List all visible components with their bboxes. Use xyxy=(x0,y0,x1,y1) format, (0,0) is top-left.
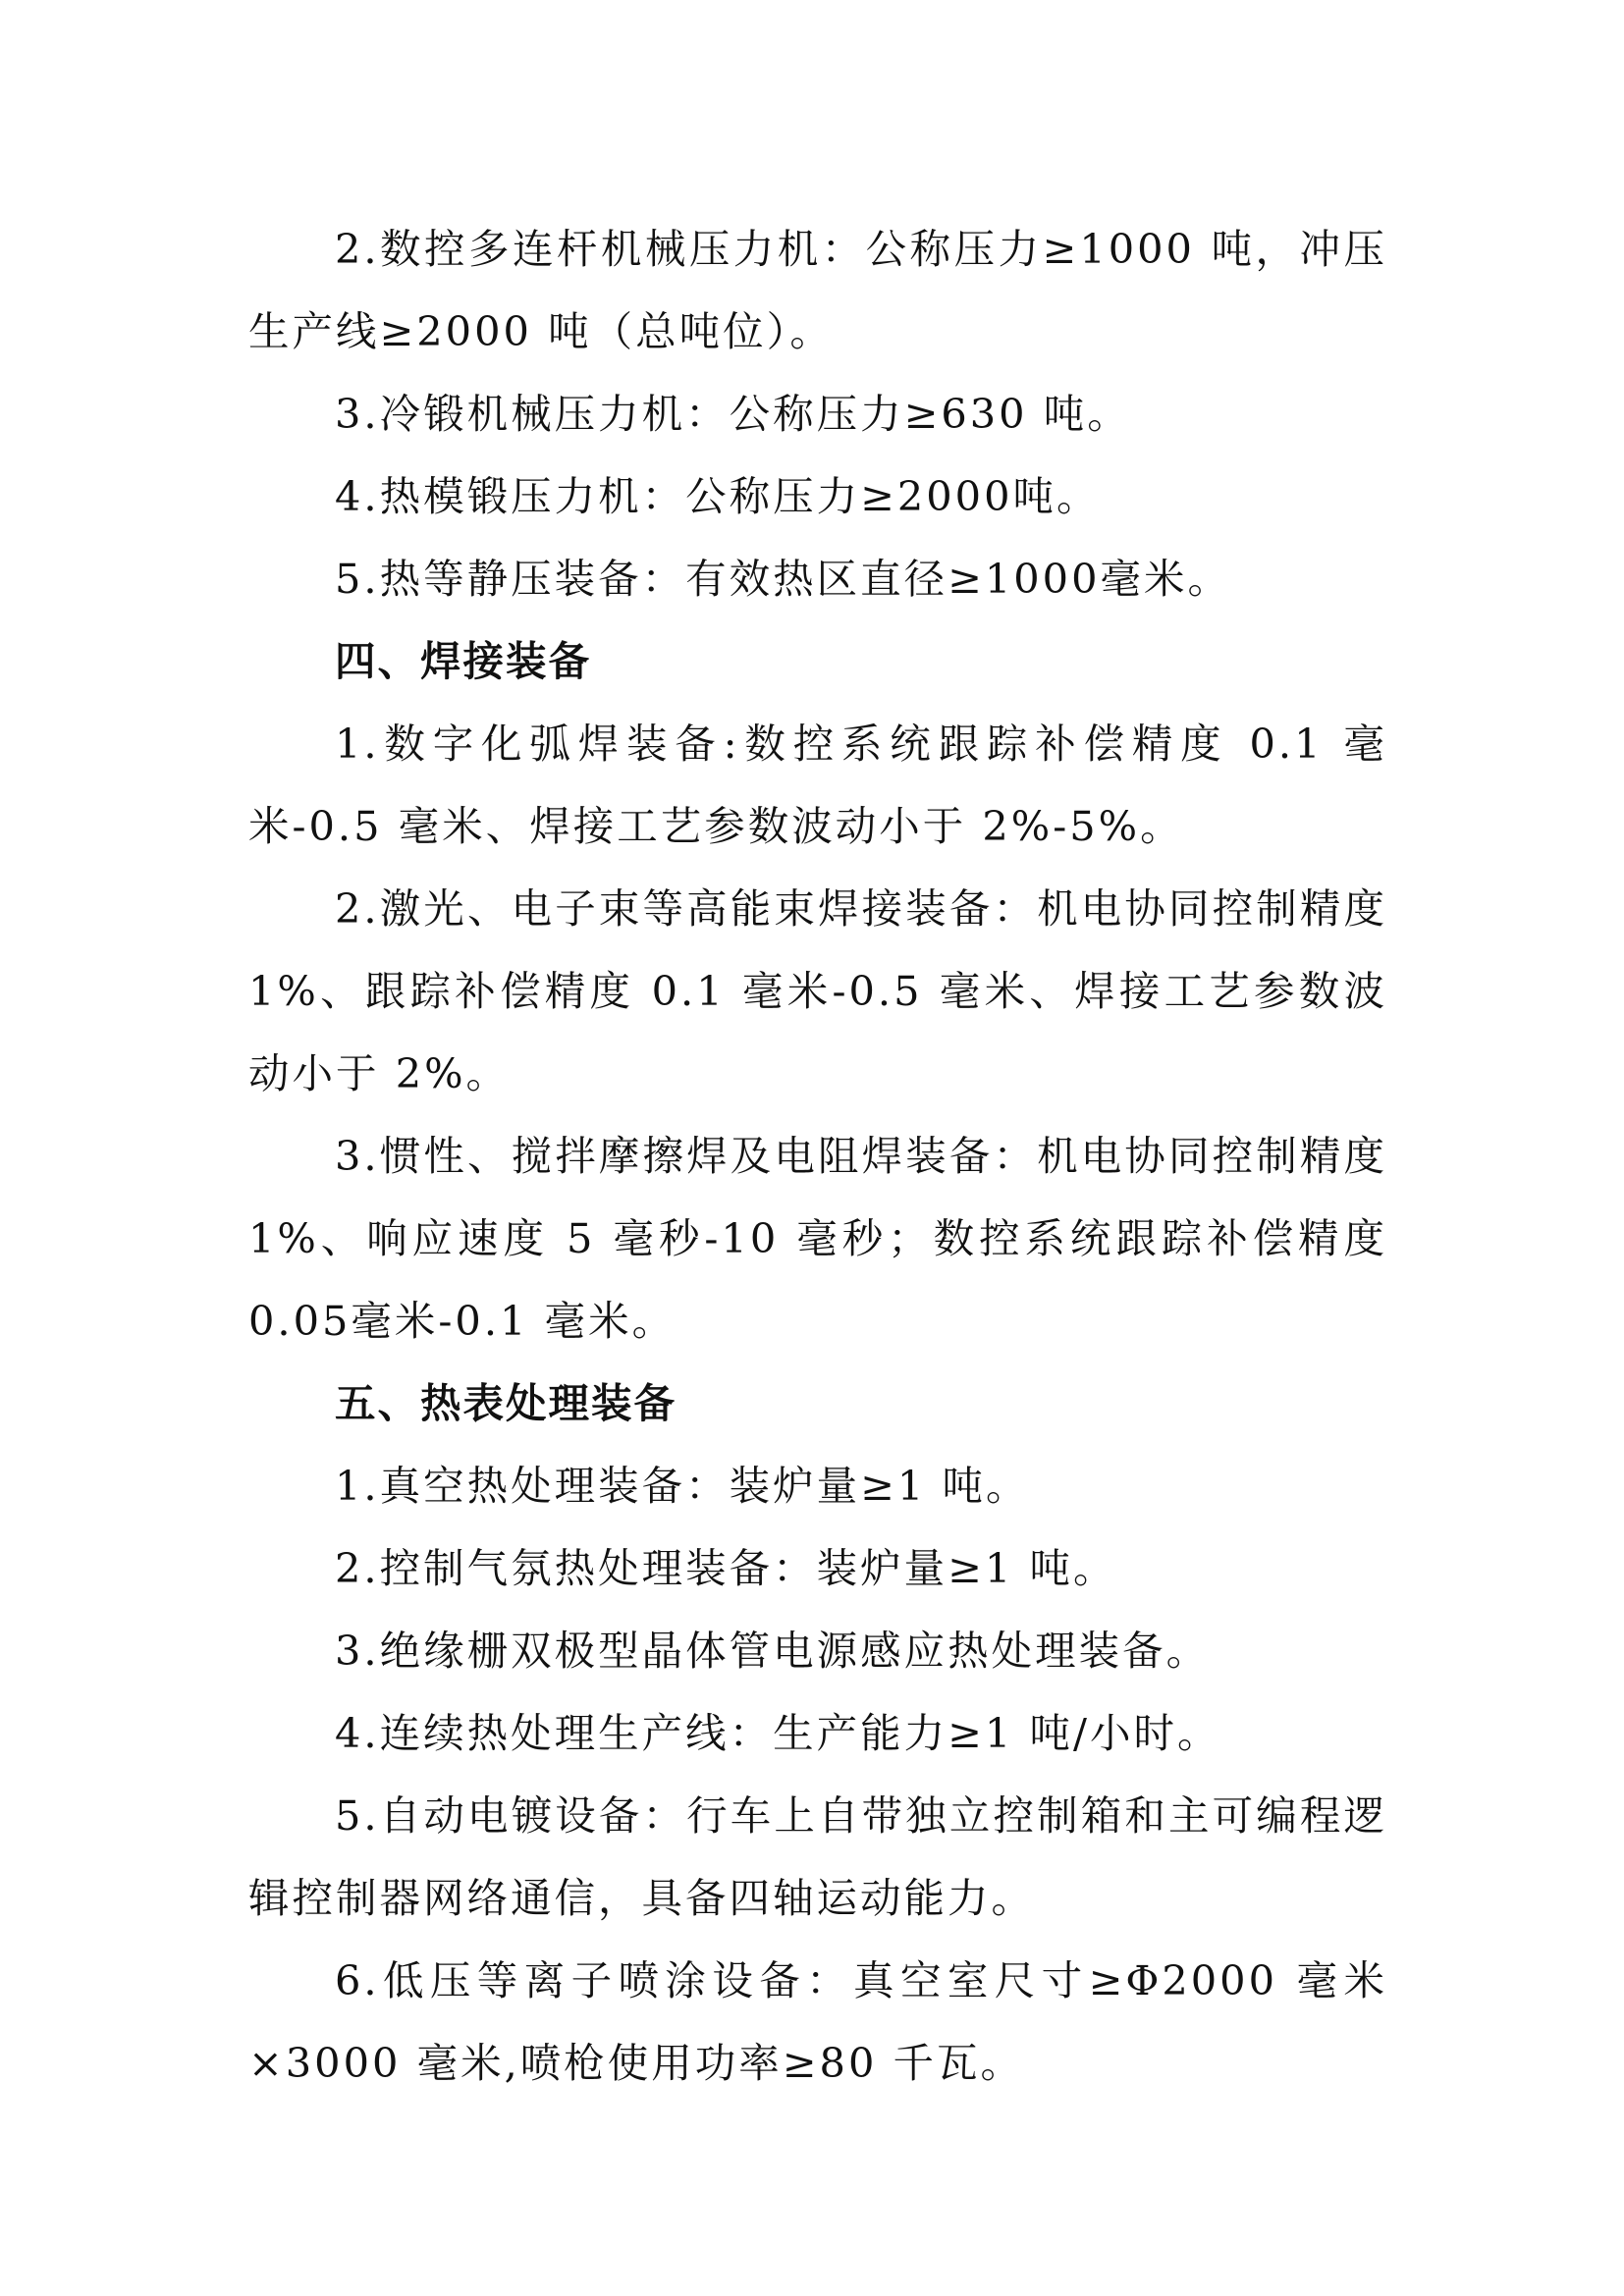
paragraph-laser-ebeam-welding: 2.激光、电子束等高能束焊接装备：机电协同控制精度1%、跟踪补偿精度 0.1 毫米-0.5 毫米、焊接工艺参数波动小于 2%。 xyxy=(248,884,1387,1097)
paragraph-controlled-atmosphere: 2.控制气氛热处理装备：装炉量≥1 吨。 xyxy=(335,1544,1117,1592)
paragraph-continuous-line: 4.连续热处理生产线：生产能力≥1 吨/小时。 xyxy=(335,1709,1221,1757)
paragraph-vacuum-heat-treatment: 1.真空热处理装备：装炉量≥1 吨。 xyxy=(335,1462,1030,1510)
paragraph-cold-forging-press: 3.冷锻机械压力机：公称压力≥630 吨。 xyxy=(335,390,1131,438)
paragraph-low-pressure-plasma: 6.低压等离子喷涂设备：真空室尺寸≥Φ2000 毫米×3000 毫米,喷枪使用功率≥80 千瓦。 xyxy=(248,1956,1387,2087)
paragraph-arc-welding: 1.数字化弧焊装备:数控系统跟踪补偿精度 0.1 毫米-0.5 毫米、焊接工艺参数波动小于 2%-5%。 xyxy=(248,720,1387,850)
paragraph-auto-electroplating: 5.自动电镀设备：行车上自带独立控制箱和主可编程逻辑控制器网络通信，具备四轴运动能力。 xyxy=(248,1791,1387,1922)
paragraph-igbt-induction: 3.绝缘栅双极型晶体管电源感应热处理装备。 xyxy=(335,1627,1211,1675)
paragraph-press-multilink: 2.数控多连杆机械压力机：公称压力≥1000 吨，冲压生产线≥2000 吨（总吨位）。 xyxy=(248,225,1387,355)
section-heading-welding: 四、焊接装备 xyxy=(335,637,592,685)
paragraph-friction-resistance-welding: 3.惯性、搅拌摩擦焊及电阻焊装备：机电协同控制精度1%、响应速度 5 毫秒-10 毫秒；数控系统跟踪补偿精度 0.05毫米-0.1 毫米。 xyxy=(248,1132,1387,1345)
document-body xyxy=(248,208,1387,2105)
paragraph-hot-die-forging-press: 4.热模锻压力机：公称压力≥2000吨。 xyxy=(335,472,1101,520)
section-heading-heat-surface-treatment: 五、热表处理装备 xyxy=(335,1379,677,1427)
paragraph-hot-isostatic-press: 5.热等静压装备：有效热区直径≥1000毫米。 xyxy=(335,555,1231,603)
